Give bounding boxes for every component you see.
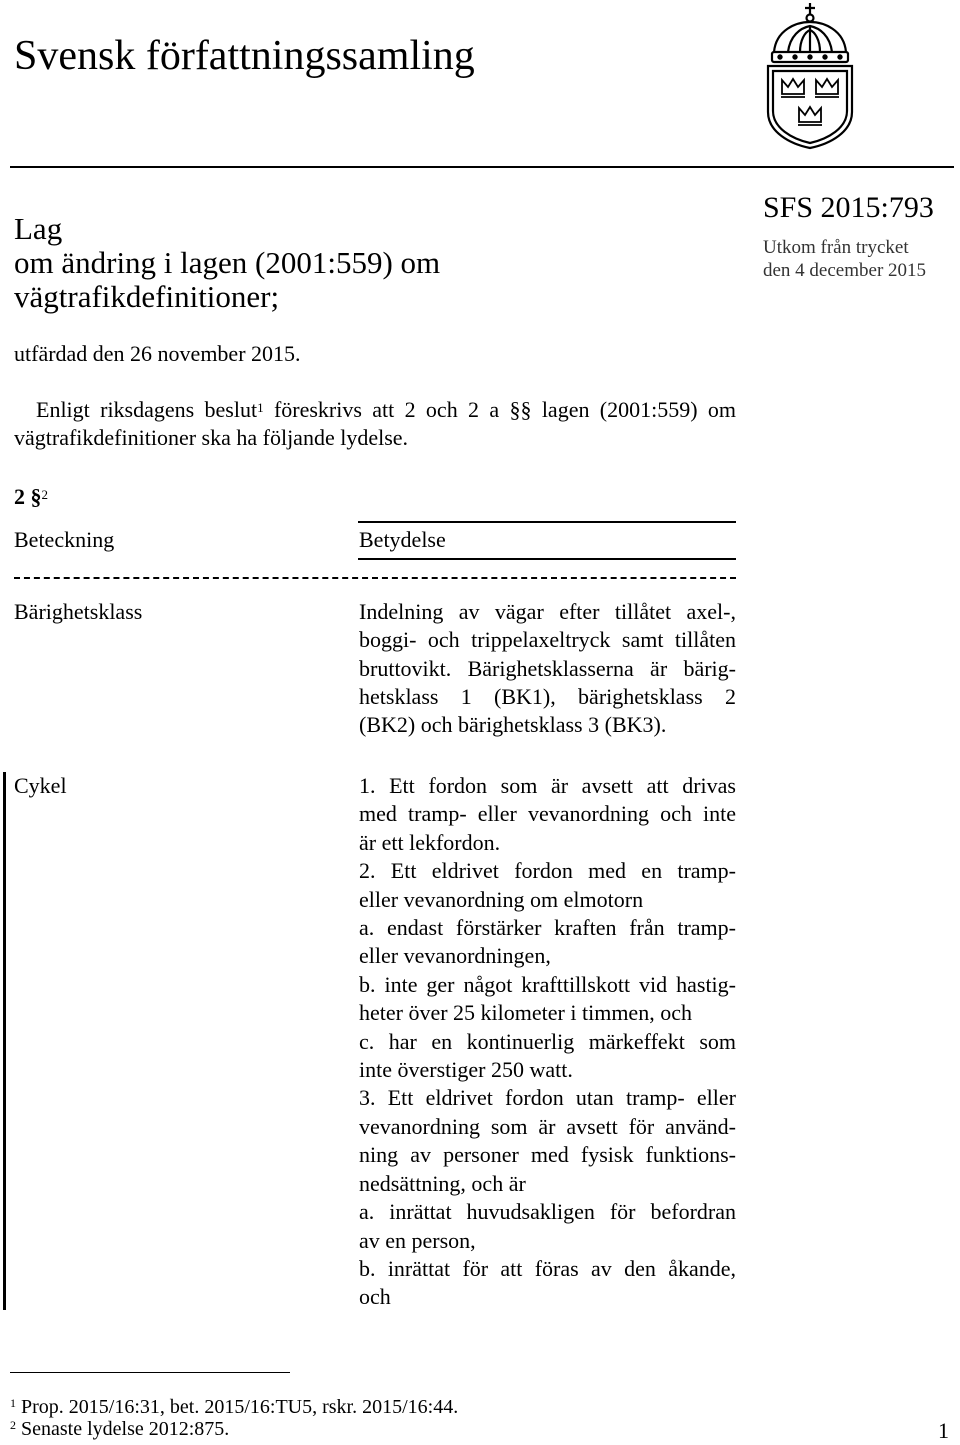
definition-line: är ett lekfordon. <box>359 829 501 855</box>
footnote-text: Prop. 2015/16:31, bet. 2015/16:TU5, rskr. 2015/16:44. <box>16 1396 459 1418</box>
section-number: 2 § <box>14 484 42 509</box>
definition-line: inte överstiger 250 watt. <box>359 1057 573 1083</box>
footnote <box>10 1418 458 1440</box>
column-header-designation: Beteckning <box>14 527 115 552</box>
definition-line: (BK2) och bärighetsklass 3 (BK3). <box>359 712 667 738</box>
footnote <box>10 1396 458 1418</box>
definition-line: vevanordning som är avsett för använd- <box>359 1113 736 1139</box>
definition-text <box>359 772 736 1312</box>
section-heading <box>14 483 48 511</box>
table-header-rule <box>358 558 736 560</box>
table-dashed-rule <box>14 577 736 579</box>
definition-line: nedsättning, och är <box>359 1170 526 1196</box>
definition-term: Cykel <box>14 773 67 798</box>
footnote-text: Senaste lydelse 2012:875. <box>16 1418 230 1440</box>
preamble-text: föreskrivs att 2 och 2 a §§ lagen (2001:559) om vägtrafikdefinitioner ska ha följande lydelse. <box>14 397 737 450</box>
law-title-line: Lag <box>14 211 63 246</box>
column-header-meaning: Betydelse <box>359 527 446 552</box>
definition-line: 3. Ett eldrivet fordon utan tramp- eller <box>359 1085 736 1111</box>
preamble-text: Enligt riksdagens beslut <box>36 397 258 422</box>
footnote-marker: 1 <box>257 400 264 415</box>
definition-line: heter över 25 kilometer i timmen, och <box>359 1000 692 1026</box>
definition-line: 2. Ett eldrivet fordon med en tramp- <box>359 858 736 884</box>
definition-line: och <box>359 1284 391 1310</box>
definition-line: med tramp- eller vevanordning och inte <box>359 801 736 827</box>
definition-term: Bärighetsklass <box>14 599 143 624</box>
sfs-number: SFS 2015:793 <box>763 191 934 224</box>
publication-info-line: Utkom från trycket <box>763 237 909 258</box>
publication-title: Svensk författningssamling <box>14 33 475 79</box>
footnote-marker: 1 <box>10 1396 16 1410</box>
table-top-rule <box>358 521 736 523</box>
definition-line: bruttovikt. Bärighetsklasserna är bärig- <box>359 655 736 681</box>
page-number: 1 <box>938 1418 949 1443</box>
law-title-line: vägtrafikdefinitioner; <box>14 279 280 314</box>
footnotes <box>10 1396 458 1440</box>
definition-line: eller vevanordningen, <box>359 943 551 969</box>
definition-line: 1. Ett fordon som är avsett att drivas <box>359 773 736 798</box>
publication-info <box>763 236 926 282</box>
preamble <box>14 396 736 452</box>
definition-line: ning av personer med fysisk funktions- <box>359 1142 736 1168</box>
change-bar <box>3 772 6 1310</box>
law-title <box>14 212 440 314</box>
publication-info-line: den 4 december 2015 <box>763 260 927 281</box>
header-rule <box>10 166 954 168</box>
definition-line: a. endast förstärker kraften från tramp- <box>359 915 736 941</box>
definition-line: boggi- och trippelaxeltryck samt tillåten <box>359 627 736 653</box>
swedish-coat-of-arms-icon <box>760 0 860 150</box>
definition-line: b. inte ger något krafttillskott vid hastig- <box>359 971 736 997</box>
definition-line: a. inrättat huvudsakligen för befordran <box>359 1199 736 1225</box>
footnote-marker: 2 <box>10 1418 16 1432</box>
definition-line: eller vevanordning om elmotorn <box>359 886 644 912</box>
definition-text <box>359 598 736 739</box>
definition-line: Indelning av vägar efter tillåtet axel-, <box>359 599 736 624</box>
footnote-rule <box>10 1372 290 1373</box>
definition-line: c. har en kontinuerlig märkeffekt som <box>359 1028 736 1054</box>
footnote-marker: 2 <box>41 487 48 502</box>
definition-line: av en person, <box>359 1227 476 1253</box>
definition-line: b. inrättat för att föras av den åkande, <box>359 1255 736 1281</box>
issued-date: utfärdad den 26 november 2015. <box>14 341 301 366</box>
definition-line: hetsklass 1 (BK1), bärighetsklass 2 <box>359 683 736 709</box>
law-title-line: om ändring i lagen (2001:559) om <box>14 245 441 280</box>
